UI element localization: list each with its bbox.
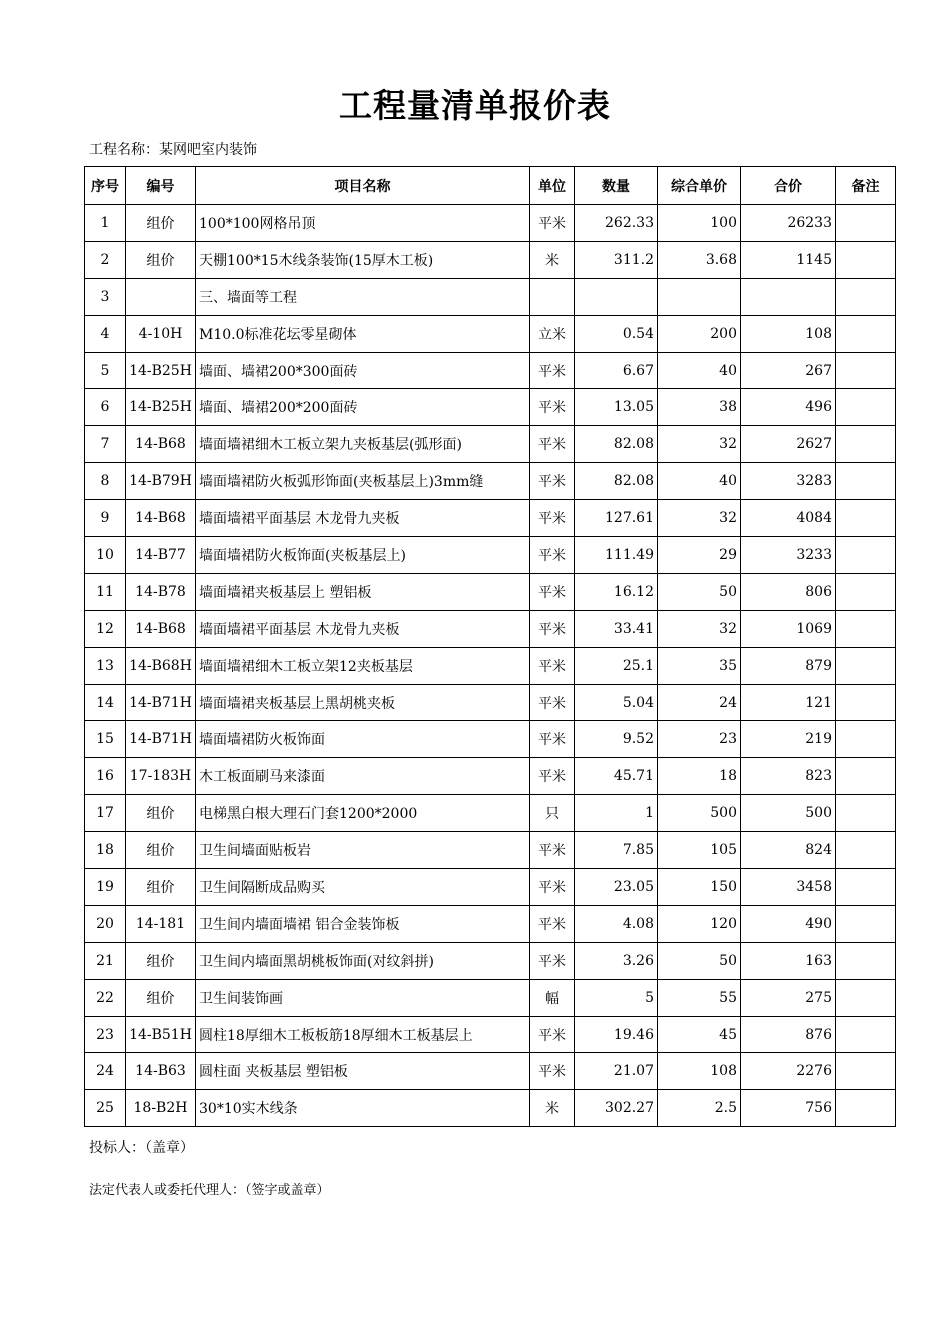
cell-code: 14-B68: [126, 426, 196, 463]
cell-remarks: [836, 684, 896, 721]
header-unit-price: 综合单价: [658, 167, 741, 205]
cell-code: 14-B77: [126, 537, 196, 574]
cell-total: 490: [741, 905, 836, 942]
cell-quantity: 302.27: [575, 1090, 658, 1127]
cell-item-name: 墙面墙裙细木工板立架12夹板基层: [196, 647, 530, 684]
cell-unit: 平米: [530, 205, 575, 242]
cell-unit-price: 18: [658, 758, 741, 795]
cell-unit: 立米: [530, 315, 575, 352]
cell-total: 876: [741, 1016, 836, 1053]
cell-unit: 幅: [530, 979, 575, 1016]
cell-remarks: [836, 352, 896, 389]
project-name: 工程名称：某网吧室内装饰: [89, 142, 257, 158]
cell-index: 22: [85, 979, 126, 1016]
cell-index: 17: [85, 795, 126, 832]
table-row: [85, 721, 896, 758]
table-row: [85, 1090, 896, 1127]
cell-quantity: 7.85: [575, 832, 658, 869]
cell-quantity: 1: [575, 795, 658, 832]
cell-remarks: [836, 205, 896, 242]
cell-quantity: 262.33: [575, 205, 658, 242]
cell-item-name: 卫生间装饰画: [196, 979, 530, 1016]
cell-item-name: 100*100网格吊顶: [196, 205, 530, 242]
cell-code: 14-B51H: [126, 1016, 196, 1053]
cell-total: 2276: [741, 1053, 836, 1090]
cell-index: 18: [85, 832, 126, 869]
cell-item-name: 墙面墙裙防火板饰面(夹板基层上): [196, 537, 530, 574]
cell-index: 1: [85, 205, 126, 242]
cell-total: 267: [741, 352, 836, 389]
cell-unit: 平米: [530, 1016, 575, 1053]
table-header-row: [85, 167, 896, 205]
cell-total: 823: [741, 758, 836, 795]
table-row: [85, 1053, 896, 1090]
cell-remarks: [836, 1016, 896, 1053]
cell-unit-price: 32: [658, 610, 741, 647]
table-row: [85, 278, 896, 315]
cell-remarks: [836, 278, 896, 315]
cell-unit: 只: [530, 795, 575, 832]
cell-index: 11: [85, 573, 126, 610]
cell-unit: 米: [530, 1090, 575, 1127]
cell-total: 108: [741, 315, 836, 352]
cell-item-name: 三、墙面等工程: [196, 278, 530, 315]
cell-total: 121: [741, 684, 836, 721]
cell-unit: 平米: [530, 684, 575, 721]
cell-unit: 平米: [530, 500, 575, 537]
cell-unit: 米: [530, 241, 575, 278]
header-code: 编号: [126, 167, 196, 205]
cell-unit: 平米: [530, 537, 575, 574]
cell-remarks: [836, 610, 896, 647]
cell-unit-price: 105: [658, 832, 741, 869]
cell-remarks: [836, 1053, 896, 1090]
cell-quantity: 4.08: [575, 905, 658, 942]
cell-unit: 平米: [530, 352, 575, 389]
header-unit: 单位: [530, 167, 575, 205]
table-row: [85, 500, 896, 537]
cell-remarks: [836, 1090, 896, 1127]
cell-quantity: 19.46: [575, 1016, 658, 1053]
header-item-name: 项目名称: [196, 167, 530, 205]
cell-index: 24: [85, 1053, 126, 1090]
cell-index: 7: [85, 426, 126, 463]
cell-remarks: [836, 979, 896, 1016]
cell-unit-price: 23: [658, 721, 741, 758]
table-row: [85, 573, 896, 610]
cell-quantity: 111.49: [575, 537, 658, 574]
cell-total: 2627: [741, 426, 836, 463]
cell-index: 21: [85, 942, 126, 979]
cell-quantity: 23.05: [575, 869, 658, 906]
table-row: [85, 905, 896, 942]
cell-item-name: 天棚100*15木线条装饰(15厚木工板): [196, 241, 530, 278]
cell-quantity: 13.05: [575, 389, 658, 426]
cell-total: 4084: [741, 500, 836, 537]
cell-item-name: 墙面墙裙防火板弧形饰面(夹板基层上)3mm缝: [196, 463, 530, 500]
cell-code: 14-181: [126, 905, 196, 942]
cell-item-name: 墙面墙裙防火板饰面: [196, 721, 530, 758]
cell-index: 19: [85, 869, 126, 906]
cell-item-name: 墙面、墙裙200*300面砖: [196, 352, 530, 389]
cell-index: 8: [85, 463, 126, 500]
cell-item-name: M10.0标准花坛零星砌体: [196, 315, 530, 352]
cell-remarks: [836, 869, 896, 906]
cell-unit: 平米: [530, 610, 575, 647]
table-row: [85, 241, 896, 278]
cell-item-name: 30*10实木线条: [196, 1090, 530, 1127]
cell-unit-price: 2.5: [658, 1090, 741, 1127]
table-row: [85, 795, 896, 832]
cell-quantity: 311.2: [575, 241, 658, 278]
table-row: [85, 463, 896, 500]
table-row: [85, 315, 896, 352]
cell-unit-price: 500: [658, 795, 741, 832]
header-index: 序号: [85, 167, 126, 205]
cell-unit: 平米: [530, 832, 575, 869]
cell-index: 5: [85, 352, 126, 389]
cell-index: 20: [85, 905, 126, 942]
cell-code: 14-B71H: [126, 684, 196, 721]
cell-unit-price: 45: [658, 1016, 741, 1053]
cell-remarks: [836, 942, 896, 979]
cell-remarks: [836, 315, 896, 352]
cell-remarks: [836, 647, 896, 684]
cell-unit: 平米: [530, 426, 575, 463]
cell-code: 18-B2H: [126, 1090, 196, 1127]
cell-item-name: 电梯黑白根大理石门套1200*2000: [196, 795, 530, 832]
table-row: [85, 832, 896, 869]
cell-unit: 平米: [530, 647, 575, 684]
cell-remarks: [836, 905, 896, 942]
cell-unit-price: 32: [658, 426, 741, 463]
cell-item-name: 墙面墙裙平面基层 木龙骨九夹板: [196, 610, 530, 647]
cell-unit: 平米: [530, 389, 575, 426]
table-row: [85, 205, 896, 242]
cell-code: 14-B63: [126, 1053, 196, 1090]
cell-item-name: 木工板面刷马来漆面: [196, 758, 530, 795]
cell-quantity: 33.41: [575, 610, 658, 647]
cell-total: 219: [741, 721, 836, 758]
cell-unit-price: 29: [658, 537, 741, 574]
cell-code: 14-B25H: [126, 389, 196, 426]
cell-code: 14-B68: [126, 500, 196, 537]
table-row: [85, 610, 896, 647]
cell-index: 10: [85, 537, 126, 574]
cell-unit-price: 120: [658, 905, 741, 942]
cell-unit: 平米: [530, 942, 575, 979]
cell-quantity: 25.1: [575, 647, 658, 684]
cell-quantity: 21.07: [575, 1053, 658, 1090]
cell-unit-price: 200: [658, 315, 741, 352]
cell-unit-price: 38: [658, 389, 741, 426]
table-row: [85, 426, 896, 463]
cell-index: 3: [85, 278, 126, 315]
cell-quantity: 45.71: [575, 758, 658, 795]
cell-code: 组价: [126, 942, 196, 979]
header-remarks: 备注: [836, 167, 896, 205]
cell-unit-price: 108: [658, 1053, 741, 1090]
cell-unit-price: 40: [658, 352, 741, 389]
cell-remarks: [836, 832, 896, 869]
cell-index: 4: [85, 315, 126, 352]
table-row: [85, 647, 896, 684]
cell-total: 3283: [741, 463, 836, 500]
cell-index: 6: [85, 389, 126, 426]
cell-unit-price: 32: [658, 500, 741, 537]
cell-index: 14: [85, 684, 126, 721]
cell-index: 15: [85, 721, 126, 758]
cell-index: 23: [85, 1016, 126, 1053]
cell-unit-price: 3.68: [658, 241, 741, 278]
cell-unit-price: 50: [658, 942, 741, 979]
cell-total: 3233: [741, 537, 836, 574]
cell-unit: 平米: [530, 1053, 575, 1090]
bidder-signature-line: 投标人：（盖章）: [89, 1140, 194, 1156]
cell-index: 9: [85, 500, 126, 537]
cell-quantity: 3.26: [575, 942, 658, 979]
cell-code: 14-B25H: [126, 352, 196, 389]
cell-item-name: 卫生间墙面贴板岩: [196, 832, 530, 869]
cell-unit-price: 100: [658, 205, 741, 242]
cell-index: 12: [85, 610, 126, 647]
cell-total: 756: [741, 1090, 836, 1127]
cell-remarks: [836, 500, 896, 537]
cell-quantity: 16.12: [575, 573, 658, 610]
cell-unit: 平米: [530, 905, 575, 942]
page-title: 工程量清单报价表: [339, 86, 611, 125]
cell-unit: 平米: [530, 721, 575, 758]
cell-remarks: [836, 426, 896, 463]
cell-remarks: [836, 721, 896, 758]
cell-unit-price: 35: [658, 647, 741, 684]
table-row: [85, 537, 896, 574]
cell-code: 14-B79H: [126, 463, 196, 500]
cell-total: 1069: [741, 610, 836, 647]
cell-remarks: [836, 241, 896, 278]
header-total: 合价: [741, 167, 836, 205]
cell-index: 16: [85, 758, 126, 795]
cell-quantity: 5: [575, 979, 658, 1016]
cell-unit: [530, 278, 575, 315]
table-row: [85, 979, 896, 1016]
cell-code: 14-B71H: [126, 721, 196, 758]
cell-item-name: 墙面、墙裙200*200面砖: [196, 389, 530, 426]
cell-unit: 平米: [530, 758, 575, 795]
cell-unit-price: 40: [658, 463, 741, 500]
cell-total: 3458: [741, 869, 836, 906]
cell-total: 824: [741, 832, 836, 869]
cell-remarks: [836, 463, 896, 500]
table-row: [85, 869, 896, 906]
cell-item-name: 卫生间隔断成品购买: [196, 869, 530, 906]
cell-code: [126, 278, 196, 315]
table-row: [85, 352, 896, 389]
cell-item-name: 墙面墙裙细木工板立架九夹板基层(弧形面): [196, 426, 530, 463]
cell-unit-price: [658, 278, 741, 315]
table-row: [85, 758, 896, 795]
cell-quantity: 6.67: [575, 352, 658, 389]
cell-total: 879: [741, 647, 836, 684]
cell-quantity: 82.08: [575, 426, 658, 463]
cell-remarks: [836, 537, 896, 574]
cell-code: 4-10H: [126, 315, 196, 352]
agent-signature-line: 法定代表人或委托代理人：（签字或盖章）: [89, 1183, 330, 1198]
cell-unit: 平米: [530, 869, 575, 906]
table-row: [85, 684, 896, 721]
cell-index: 13: [85, 647, 126, 684]
cell-quantity: 9.52: [575, 721, 658, 758]
cell-remarks: [836, 795, 896, 832]
cell-remarks: [836, 573, 896, 610]
cell-unit-price: 55: [658, 979, 741, 1016]
cell-remarks: [836, 758, 896, 795]
cell-total: 26233: [741, 205, 836, 242]
cell-quantity: 0.54: [575, 315, 658, 352]
cell-code: 组价: [126, 241, 196, 278]
cell-code: 组价: [126, 869, 196, 906]
table-row: [85, 389, 896, 426]
cell-item-name: 圆柱面 夹板基层 塑铝板: [196, 1053, 530, 1090]
cell-code: 组价: [126, 979, 196, 1016]
quote-table: [84, 166, 896, 1127]
header-quantity: 数量: [575, 167, 658, 205]
cell-item-name: 圆柱18厚细木工板板筋18厚细木工板基层上: [196, 1016, 530, 1053]
cell-code: 14-B68H: [126, 647, 196, 684]
cell-unit-price: 150: [658, 869, 741, 906]
table-body: [85, 205, 896, 1127]
cell-total: 275: [741, 979, 836, 1016]
cell-code: 17-183H: [126, 758, 196, 795]
cell-code: 14-B68: [126, 610, 196, 647]
cell-code: 14-B78: [126, 573, 196, 610]
cell-item-name: 卫生间内墙面黑胡桃板饰面(对纹斜拼): [196, 942, 530, 979]
cell-unit-price: 24: [658, 684, 741, 721]
table-row: [85, 942, 896, 979]
cell-code: 组价: [126, 832, 196, 869]
cell-item-name: 墙面墙裙夹板基层上 塑铝板: [196, 573, 530, 610]
table-row: [85, 1016, 896, 1053]
cell-item-name: 墙面墙裙夹板基层上黑胡桃夹板: [196, 684, 530, 721]
cell-unit-price: 50: [658, 573, 741, 610]
cell-quantity: [575, 278, 658, 315]
cell-index: 2: [85, 241, 126, 278]
cell-quantity: 5.04: [575, 684, 658, 721]
cell-total: [741, 278, 836, 315]
cell-unit: 平米: [530, 463, 575, 500]
cell-quantity: 127.61: [575, 500, 658, 537]
cell-item-name: 卫生间内墙面墙裙 铝合金装饰板: [196, 905, 530, 942]
cell-total: 500: [741, 795, 836, 832]
cell-total: 806: [741, 573, 836, 610]
cell-code: 组价: [126, 795, 196, 832]
cell-item-name: 墙面墙裙平面基层 木龙骨九夹板: [196, 500, 530, 537]
cell-total: 1145: [741, 241, 836, 278]
cell-code: 组价: [126, 205, 196, 242]
cell-remarks: [836, 389, 896, 426]
cell-total: 496: [741, 389, 836, 426]
cell-total: 163: [741, 942, 836, 979]
cell-quantity: 82.08: [575, 463, 658, 500]
cell-index: 25: [85, 1090, 126, 1127]
cell-unit: 平米: [530, 573, 575, 610]
